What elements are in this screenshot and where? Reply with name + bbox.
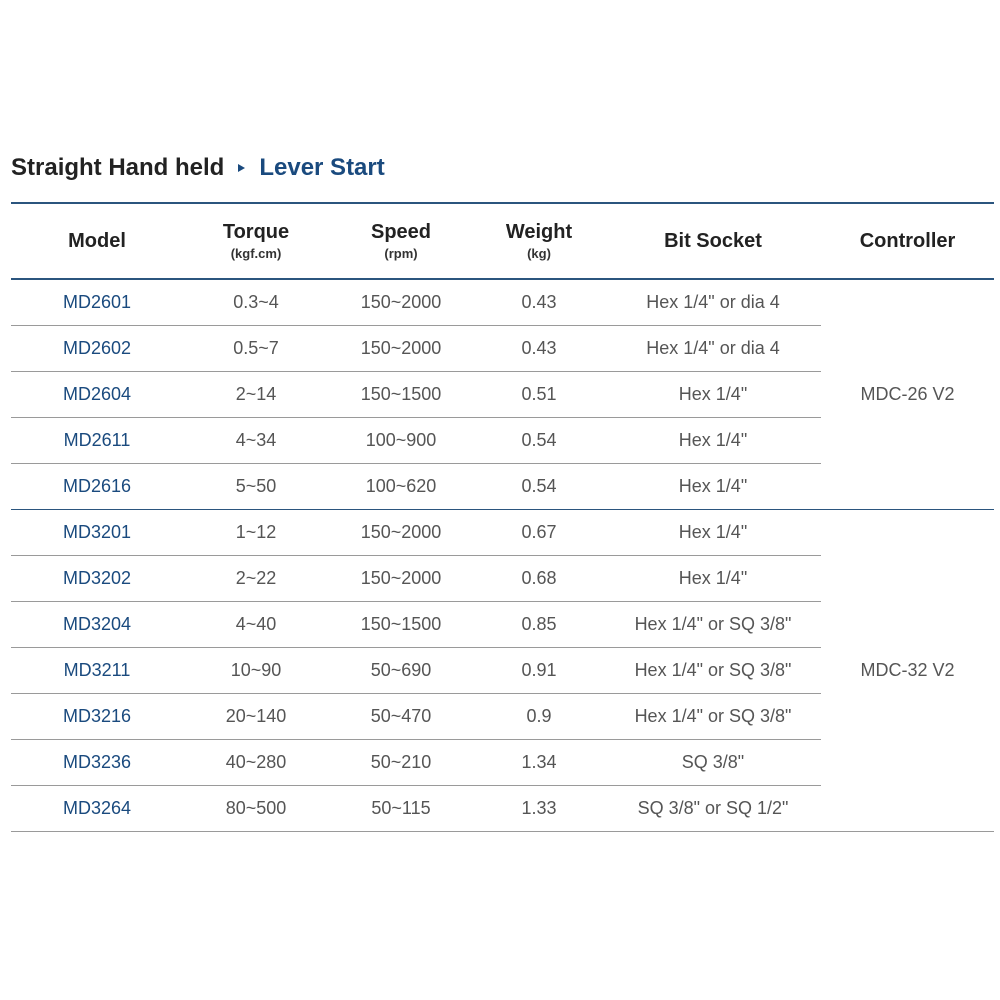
bit-socket-cell: Hex 1/4" xyxy=(605,555,821,601)
weight-cell: 1.33 xyxy=(473,785,605,831)
torque-cell: 40~280 xyxy=(183,739,329,785)
speed-cell: 150~2000 xyxy=(329,325,473,371)
model-cell: MD3216 xyxy=(11,693,183,739)
bit-socket-cell: Hex 1/4" xyxy=(605,371,821,417)
weight-cell: 0.67 xyxy=(473,509,605,555)
speed-cell: 100~620 xyxy=(329,463,473,509)
torque-cell: 4~40 xyxy=(183,601,329,647)
weight-cell: 0.91 xyxy=(473,647,605,693)
header-controller: Controller xyxy=(821,203,994,279)
bit-socket-cell: Hex 1/4" xyxy=(605,463,821,509)
torque-cell: 0.3~4 xyxy=(183,279,329,325)
speed-cell: 150~1500 xyxy=(329,601,473,647)
bit-socket-cell: Hex 1/4" xyxy=(605,417,821,463)
bit-socket-cell: SQ 3/8" or SQ 1/2" xyxy=(605,785,821,831)
bit-socket-cell: Hex 1/4" or SQ 3/8" xyxy=(605,647,821,693)
speed-cell: 50~115 xyxy=(329,785,473,831)
header-row xyxy=(11,203,994,279)
weight-cell: 0.54 xyxy=(473,463,605,509)
triangle-right-icon xyxy=(238,164,245,172)
model-cell: MD3236 xyxy=(11,739,183,785)
bit-socket-cell: Hex 1/4" or SQ 3/8" xyxy=(605,601,821,647)
torque-cell: 10~90 xyxy=(183,647,329,693)
section-title xyxy=(11,154,385,182)
torque-cell: 1~12 xyxy=(183,509,329,555)
header-weight-unit: (kg) xyxy=(527,246,551,261)
weight-cell: 0.43 xyxy=(473,279,605,325)
speed-cell: 150~2000 xyxy=(329,279,473,325)
model-cell: MD3204 xyxy=(11,601,183,647)
model-cell: MD2601 xyxy=(11,279,183,325)
spec-table xyxy=(11,202,994,832)
speed-cell: 50~210 xyxy=(329,739,473,785)
header-weight: Weight (kg) xyxy=(473,203,605,279)
torque-cell: 20~140 xyxy=(183,693,329,739)
speed-cell: 50~470 xyxy=(329,693,473,739)
spec-table-body xyxy=(11,279,994,831)
model-cell: MD2616 xyxy=(11,463,183,509)
torque-cell: 4~34 xyxy=(183,417,329,463)
bit-socket-cell: SQ 3/8" xyxy=(605,739,821,785)
torque-cell: 2~14 xyxy=(183,371,329,417)
controller-cell: MDC-26 V2 xyxy=(821,279,994,509)
model-cell: MD2604 xyxy=(11,371,183,417)
header-bit-socket: Bit Socket xyxy=(605,203,821,279)
section-title-main: Straight Hand held xyxy=(11,154,225,181)
speed-cell: 150~1500 xyxy=(329,371,473,417)
torque-cell: 80~500 xyxy=(183,785,329,831)
torque-cell: 5~50 xyxy=(183,463,329,509)
table-row xyxy=(11,279,994,325)
header-speed-unit: (rpm) xyxy=(384,246,418,261)
weight-cell: 0.68 xyxy=(473,555,605,601)
weight-cell: 0.51 xyxy=(473,371,605,417)
speed-cell: 100~900 xyxy=(329,417,473,463)
model-cell: MD3201 xyxy=(11,509,183,555)
model-cell: MD3264 xyxy=(11,785,183,831)
section-title-sub: Lever Start xyxy=(259,154,385,181)
weight-cell: 0.85 xyxy=(473,601,605,647)
table-row xyxy=(11,509,994,555)
controller-cell: MDC-32 V2 xyxy=(821,509,994,831)
header-model: Model xyxy=(11,203,183,279)
header-torque: Torque (kgf.cm) xyxy=(183,203,329,279)
model-cell: MD3202 xyxy=(11,555,183,601)
bit-socket-cell: Hex 1/4" or SQ 3/8" xyxy=(605,693,821,739)
bit-socket-cell: Hex 1/4" xyxy=(605,509,821,555)
model-cell: MD2611 xyxy=(11,417,183,463)
torque-cell: 0.5~7 xyxy=(183,325,329,371)
header-torque-unit: (kgf.cm) xyxy=(230,246,282,261)
weight-cell: 0.54 xyxy=(473,417,605,463)
spec-table-header xyxy=(11,203,994,279)
bit-socket-cell: Hex 1/4" or dia 4 xyxy=(605,279,821,325)
speed-cell: 50~690 xyxy=(329,647,473,693)
speed-cell: 150~2000 xyxy=(329,555,473,601)
weight-cell: 1.34 xyxy=(473,739,605,785)
weight-cell: 0.9 xyxy=(473,693,605,739)
weight-cell: 0.43 xyxy=(473,325,605,371)
torque-cell: 2~22 xyxy=(183,555,329,601)
model-cell: MD2602 xyxy=(11,325,183,371)
model-cell: MD3211 xyxy=(11,647,183,693)
speed-cell: 150~2000 xyxy=(329,509,473,555)
bit-socket-cell: Hex 1/4" or dia 4 xyxy=(605,325,821,371)
header-speed: Speed (rpm) xyxy=(329,203,473,279)
